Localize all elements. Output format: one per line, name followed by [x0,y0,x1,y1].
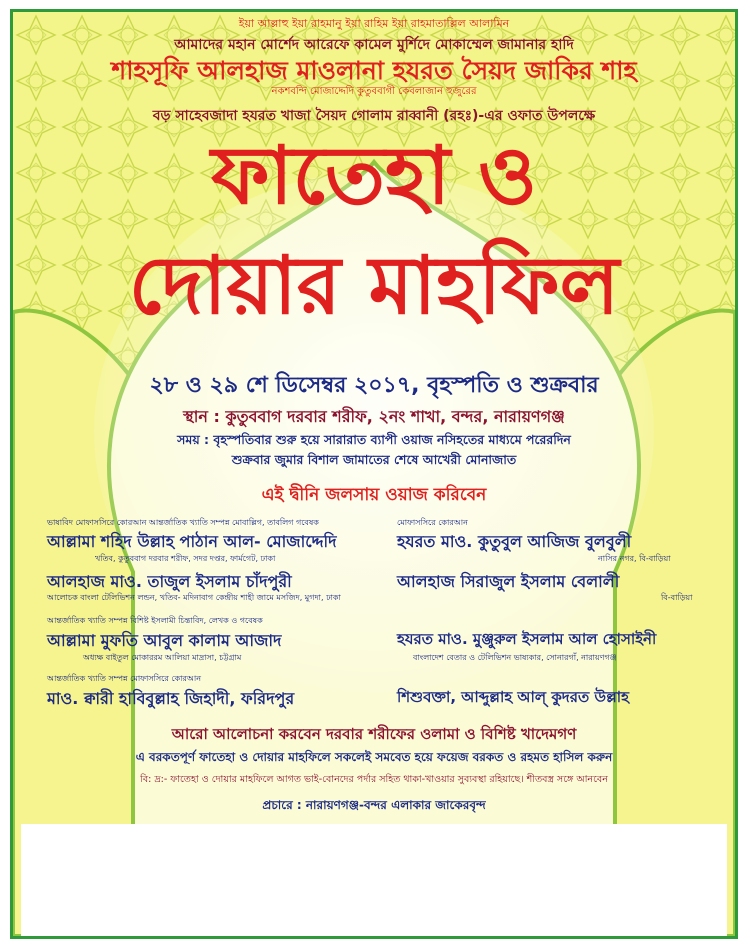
speaker-right-1-post: নাসির নগর, বি-বাড়িয়া [598,554,671,563]
footer-promoter: প্রচারে : নারায়ণগঞ্জ-বন্দর এলাকার জাকেরবৃন্দ [262,798,486,812]
poster-frame [10,9,738,939]
footer-ulama-line: আরো আলোচনা করবেন দরবার শরীফের ওলামা ও বিশিষ্ট খাদেমগণ [171,725,577,743]
speaker-left-2-post: আলোচক বাংলা টেলিভিশন লন্ডন, খতিব- মদিনাবাগ কেন্দ্রীয় শাহী জামে মসজিদ, মুগদা, ঢাকা [47,593,341,602]
footer-panel [21,824,727,936]
speakers-heading: এই দ্বীনি জলসায় ওয়াজ করিবেন [261,485,487,505]
speaker-right-2-name: আলহাজ সিরাজুল ইসলাম বেলালী [397,572,620,591]
event-time-1: সময় : বৃহস্পতিবার শুরু হয়ে সারারাত ব্যাপী ওয়াজ নসিহতের মাধ্যমে পরেরদিন [177,432,571,447]
speaker-right-1-name: হযরত মাও. কুতুবুল আজিজ বুলবুলী [397,532,632,551]
occasion-line: বড় সাহেবজাদা হযরত খাজা সৈয়দ গোলাম রাব্বানী (রহঃ)-এর ওফাত উপলক্ষে [152,108,596,124]
speaker-left-4-name: মাও. ক্বারী হাবিবুল্লাহ জিহাদী, ফরিদপুর [47,689,295,708]
speaker-right-2-post: বি-বাড়িয়া [661,593,693,602]
event-date: ২৮ ও ২৯ শে ডিসেম্বর ২০১৭, বৃহস্পতি ও শুক্রবার [149,373,599,398]
footer-note: বি: দ্র:- ফাতেহা ও দোয়ার মাহফিলে আগত ভাই-বোনদের পর্দার সহিত থাকা-খাওয়ার সুব্যবস্থা রহিয়াছে। শীতবস্ত্র সঙ্গে আনবেন [140,774,608,785]
speaker-left-3-name: আল্লামা মুফতি আবুল কালাম আজাদ [47,631,282,650]
event-place: স্থান : কুতুববাগ দরবার শরীফ, ২নং শাখা, বন্দর, নারায়ণগঞ্জ [183,407,565,426]
speaker-left-4-pre: আন্তর্জাতিক খ্যাতি সম্পন্ন মোফাসসিরে কোরআন [47,674,202,683]
speaker-right-4-name: শিশুবক্তা, আব্দুল্লাহ আল্ কুদরত উল্লাহ [397,688,630,706]
speaker-left-2-name: আলহাজ মাও. তাজুল ইসলাম চাঁদপুরী [47,572,292,591]
speaker-left-1-post: খতিব, কুতুববাগ দরবার শরীফ, সদর দপ্তর, ফার্মগেট, ঢাকা [95,554,276,563]
speaker-right-3-post: বাংলাদেশ বেতার ও টেলিভিশন ভাষ্যকার, সোনারগাঁ, নারায়ণগঞ্জ [413,653,617,662]
title-line-1: ফাতেহা ও [211,129,537,222]
intro-line: আমাদের মহান মোর্শেদ আরেফে কামেল মুর্শিদে মোকাম্মেল জামানার হাদি [174,37,574,53]
speaker-left-3-pre: আন্তর্জাতিক খ্যাতি সম্পন্ন বিশিষ্ট ইসলামী চিন্তাবিদ, লেখক ও গবেষক [47,616,263,625]
speaker-right-1-pre: মোফাসসিরে কোরআন [397,518,468,527]
title-line-2: দোয়ার মাহফিল [128,239,620,332]
speaker-left-3-post: অধ্যক্ষ বাইতুল মোকাররম আলিয়া মাদ্রাসা, চট্টগ্রাম [83,653,242,662]
order-line: নকশবন্দি মোজাদ্দেদি কুতুববাগী কেবলাজান হুজুরের [271,86,477,97]
pir-name: শাহসূফি আলহাজ মাওলানা হযরত সৈয়দ জাকির শাহ [111,56,637,85]
footer-invitation: এ বরকতপূর্ণ ফাতেহা ও দোয়ার মাহফিলে সকলেই সমবেত হয়ে ফয়েজ বরকত ও রহমত হাসিল করুন [135,750,613,764]
invocation-line: ইয়া আল্লাহু ইয়া রাহমানু ইয়া রাহিম ইয়া রাহমাতাল্লিল আলামিন [238,17,510,30]
speaker-left-1-name: আল্লামা শহিদ উল্লাহ পাঠান আল- মোজাদ্দেদি [47,532,337,551]
event-time-2: শুক্রবার জুমার বিশাল জামাতের শেষে আখেরী মোনাজাত [231,452,517,467]
speaker-right-3-name: হযরত মাও. মুঞ্জুরুল ইসলাম আল হোসাইনী [397,630,657,648]
speaker-left-1-pre: ভাষাবিদ মোফাসসিরে কোরআন আন্তর্জাতিক খ্যাতি সম্পন্ন মোবাল্লিগ, তাবলিগ গবেষক [47,518,319,527]
